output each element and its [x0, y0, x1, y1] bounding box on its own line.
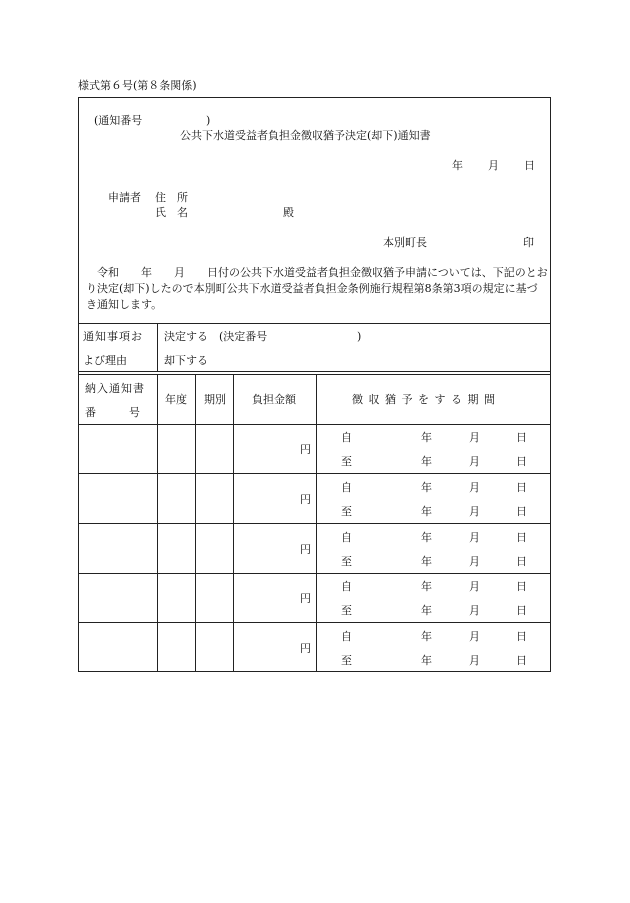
- row-to-month: 月: [469, 455, 480, 468]
- header-period: 期別: [204, 393, 226, 406]
- applicant-address-label: 住 所: [155, 191, 188, 204]
- divider: [78, 473, 551, 474]
- row-to: 至: [341, 555, 352, 568]
- divider: [78, 622, 551, 623]
- notice-number-label: (通知番号: [94, 114, 143, 127]
- row-to: 至: [341, 604, 352, 617]
- row-from: 自: [341, 431, 352, 444]
- notice-section-label-1: 通知事項お: [83, 330, 143, 343]
- notice-body-text: 令和 年 月 日付の公共下水道受益者負担金徴収猶予申請については、下記のとおり決定(却下)したので本別町公共下水道受益者負担金条例施行規程第8条第3項の規定に基づき通知します。: [86, 266, 548, 311]
- row-from-year: 年: [421, 531, 432, 544]
- row-from-month: 月: [469, 431, 480, 444]
- applicant-name-label: 氏 名: [155, 206, 188, 219]
- decide-option-close: ): [357, 330, 362, 343]
- row-to-month: 月: [469, 555, 480, 568]
- header-deferral-period: 徴 収 猶 予 を す る 期 間: [352, 393, 496, 406]
- row-from-day: 日: [516, 580, 527, 593]
- date-year: 年: [452, 159, 463, 172]
- row-from-year: 年: [421, 431, 432, 444]
- divider: [78, 424, 551, 425]
- row-from-day: 日: [516, 531, 527, 544]
- divider: [78, 573, 551, 574]
- row-from-month: 月: [469, 481, 480, 494]
- row-from-month: 月: [469, 630, 480, 643]
- row-from-year: 年: [421, 481, 432, 494]
- header-notice-number-2: 番 号: [85, 406, 140, 419]
- form-label: 様式第６号(第８条関係): [78, 79, 197, 92]
- row-from: 自: [341, 531, 352, 544]
- row-to-day: 日: [516, 555, 527, 568]
- row-from: 自: [341, 580, 352, 593]
- row-yen: 円: [300, 642, 311, 655]
- row-to-year: 年: [421, 654, 432, 667]
- row-to-day: 日: [516, 505, 527, 518]
- divider: [78, 523, 551, 524]
- row-from-month: 月: [469, 531, 480, 544]
- notice-section-label-2: よび理由: [83, 354, 127, 367]
- row-from-day: 日: [516, 481, 527, 494]
- row-to-year: 年: [421, 555, 432, 568]
- date-day: 日: [524, 159, 535, 172]
- row-yen: 円: [300, 493, 311, 506]
- row-to-month: 月: [469, 654, 480, 667]
- date-month: 月: [488, 159, 499, 172]
- row-to-day: 日: [516, 654, 527, 667]
- header-amount: 負担金額: [252, 393, 296, 406]
- row-to-year: 年: [421, 455, 432, 468]
- row-to-month: 月: [469, 505, 480, 518]
- issuer-title: 本別町長: [383, 236, 427, 249]
- row-from: 自: [341, 630, 352, 643]
- row-to-month: 月: [469, 604, 480, 617]
- row-to-year: 年: [421, 505, 432, 518]
- notice-number-close: ): [206, 114, 211, 127]
- row-to: 至: [341, 505, 352, 518]
- header-fiscal-year: 年度: [165, 393, 187, 406]
- issuer-seal: 印: [523, 236, 534, 249]
- divider: [157, 323, 158, 371]
- row-to: 至: [341, 654, 352, 667]
- form-frame: [78, 97, 551, 672]
- row-yen: 円: [300, 592, 311, 605]
- row-yen: 円: [300, 443, 311, 456]
- row-from-month: 月: [469, 580, 480, 593]
- row-yen: 円: [300, 543, 311, 556]
- document-title: 公共下水道受益者負担金徴収猶予決定(却下)通知書: [180, 129, 431, 142]
- row-from: 自: [341, 481, 352, 494]
- decide-option: 決定する (決定番号: [164, 330, 268, 343]
- row-from-year: 年: [421, 630, 432, 643]
- applicant-label: 申請者: [108, 191, 141, 204]
- divider: [78, 371, 551, 372]
- header-notice-number-1: 納入通知書: [85, 382, 145, 395]
- row-from-day: 日: [516, 630, 527, 643]
- divider: [78, 323, 551, 324]
- applicant-honorific: 殿: [283, 206, 294, 219]
- row-to-day: 日: [516, 604, 527, 617]
- divider: [78, 374, 551, 375]
- row-to-year: 年: [421, 604, 432, 617]
- reject-option: 却下する: [164, 354, 208, 367]
- row-to: 至: [341, 455, 352, 468]
- row-from-day: 日: [516, 431, 527, 444]
- row-to-day: 日: [516, 455, 527, 468]
- row-from-year: 年: [421, 580, 432, 593]
